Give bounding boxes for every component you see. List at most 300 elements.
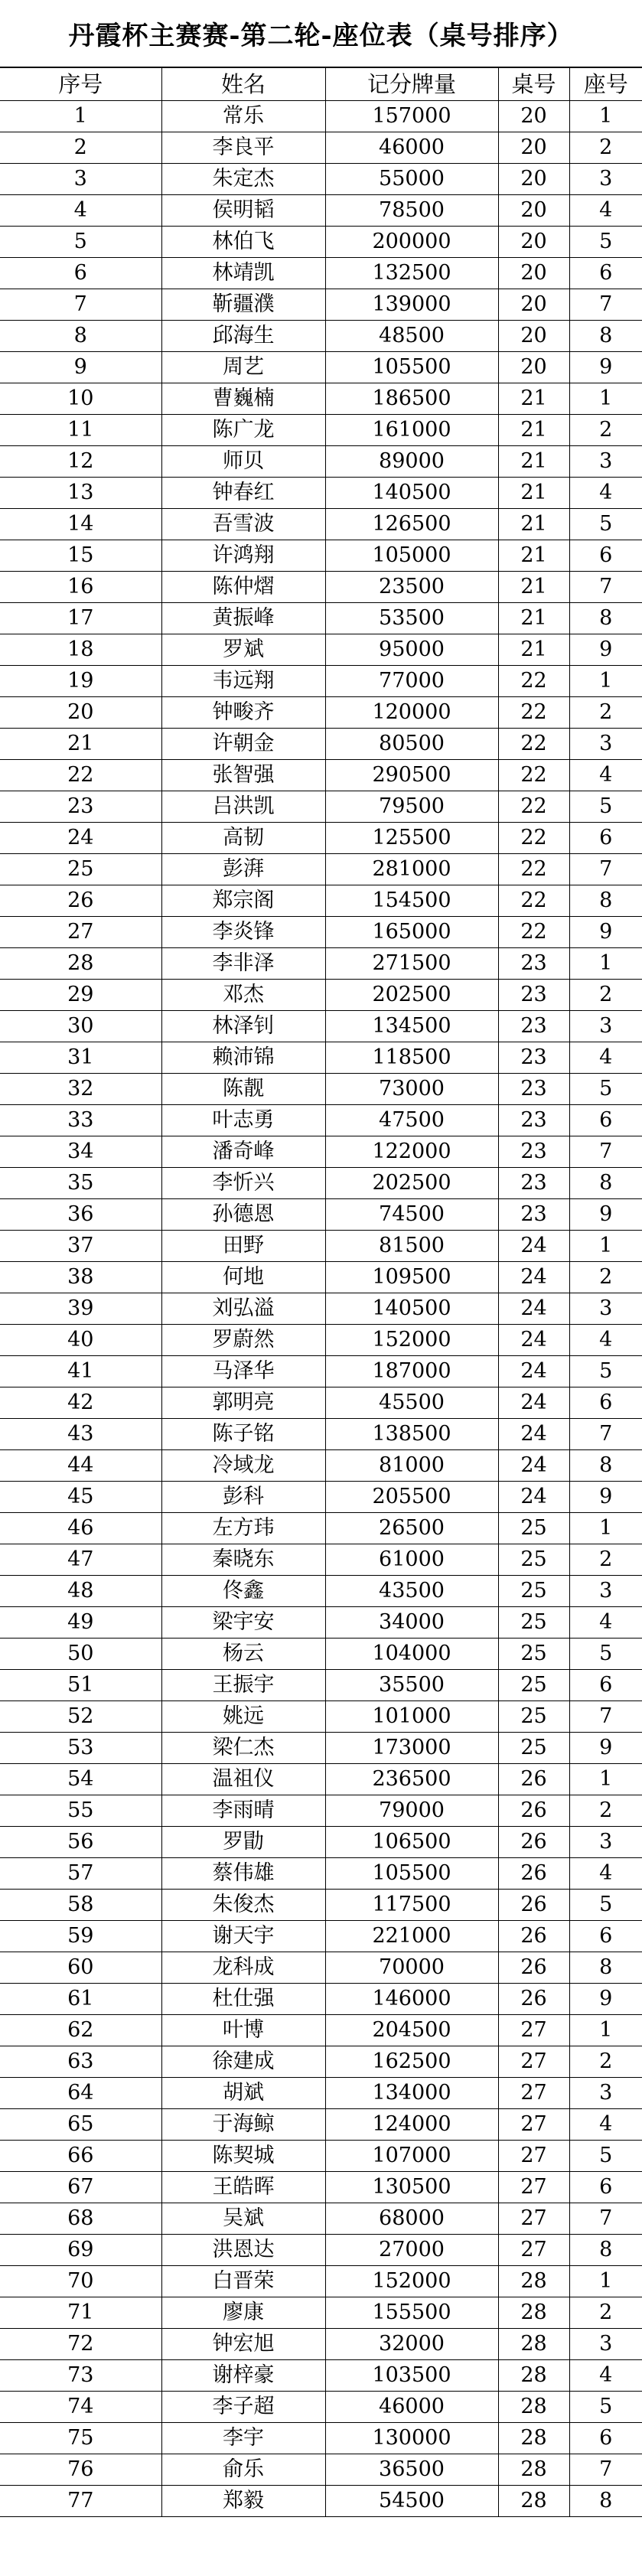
cell-name: 罗勖 xyxy=(161,1827,325,1858)
cell-name: 梁宇安 xyxy=(161,1607,325,1639)
cell-table-no: 24 xyxy=(498,1356,569,1387)
cell-seat-no: 6 xyxy=(569,2423,642,2454)
cell-table-no: 23 xyxy=(498,980,569,1011)
table-body xyxy=(0,101,642,2517)
cell-index: 18 xyxy=(0,634,161,666)
cell-seat-no: 3 xyxy=(569,2329,642,2360)
cell-index: 52 xyxy=(0,1701,161,1733)
cell-index: 40 xyxy=(0,1325,161,1356)
table-row xyxy=(0,760,642,791)
cell-index: 21 xyxy=(0,729,161,760)
table-row xyxy=(0,258,642,289)
cell-name: 何地 xyxy=(161,1262,325,1293)
cell-seat-no: 2 xyxy=(569,415,642,446)
cell-name: 秦晓东 xyxy=(161,1544,325,1576)
cell-index: 59 xyxy=(0,1921,161,1952)
table-row xyxy=(0,823,642,854)
cell-chips: 45500 xyxy=(325,1387,498,1419)
cell-seat-no: 1 xyxy=(569,1513,642,1544)
cell-table-no: 25 xyxy=(498,1544,569,1576)
cell-name: 吾雪波 xyxy=(161,509,325,540)
cell-name: 李忻兴 xyxy=(161,1168,325,1199)
table-row xyxy=(0,1952,642,1984)
cell-index: 22 xyxy=(0,760,161,791)
cell-chips: 81500 xyxy=(325,1231,498,1262)
table-row xyxy=(0,1921,642,1952)
table-row xyxy=(0,1513,642,1544)
cell-index: 50 xyxy=(0,1639,161,1670)
table-row xyxy=(0,603,642,634)
cell-seat-no: 4 xyxy=(569,1858,642,1890)
cell-table-no: 25 xyxy=(498,1513,569,1544)
cell-chips: 140500 xyxy=(325,478,498,509)
table-row xyxy=(0,289,642,321)
cell-name: 陈广龙 xyxy=(161,415,325,446)
cell-seat-no: 7 xyxy=(569,1136,642,1168)
table-row xyxy=(0,1419,642,1450)
cell-table-no: 26 xyxy=(498,1795,569,1827)
cell-chips: 104000 xyxy=(325,1639,498,1670)
cell-name: 林泽钊 xyxy=(161,1011,325,1042)
table-row xyxy=(0,101,642,132)
cell-index: 72 xyxy=(0,2329,161,2360)
cell-index: 28 xyxy=(0,948,161,980)
cell-seat-no: 8 xyxy=(569,1168,642,1199)
cell-name: 李非泽 xyxy=(161,948,325,980)
cell-chips: 103500 xyxy=(325,2360,498,2392)
cell-name: 龙科成 xyxy=(161,1952,325,1984)
cell-index: 37 xyxy=(0,1231,161,1262)
cell-table-no: 24 xyxy=(498,1450,569,1482)
table-row xyxy=(0,2486,642,2517)
cell-seat-no: 3 xyxy=(569,2078,642,2109)
cell-chips: 161000 xyxy=(325,415,498,446)
cell-index: 41 xyxy=(0,1356,161,1387)
cell-name: 刘弘溢 xyxy=(161,1293,325,1325)
cell-table-no: 26 xyxy=(498,1921,569,1952)
table-row xyxy=(0,2297,642,2329)
cell-table-no: 20 xyxy=(498,132,569,164)
cell-seat-no: 3 xyxy=(569,1827,642,1858)
cell-index: 46 xyxy=(0,1513,161,1544)
cell-chips: 157000 xyxy=(325,101,498,132)
cell-index: 66 xyxy=(0,2141,161,2172)
cell-name: 钟春红 xyxy=(161,478,325,509)
cell-chips: 204500 xyxy=(325,2015,498,2046)
cell-chips: 106500 xyxy=(325,1827,498,1858)
table-row xyxy=(0,2172,642,2203)
cell-seat-no: 9 xyxy=(569,1199,642,1231)
header-seat-no: 座号 xyxy=(569,68,642,101)
cell-index: 13 xyxy=(0,478,161,509)
cell-name: 侯明韬 xyxy=(161,195,325,227)
cell-seat-no: 8 xyxy=(569,1952,642,1984)
cell-chips: 120000 xyxy=(325,697,498,729)
cell-table-no: 20 xyxy=(498,352,569,383)
cell-chips: 101000 xyxy=(325,1701,498,1733)
cell-index: 5 xyxy=(0,227,161,258)
cell-index: 71 xyxy=(0,2297,161,2329)
cell-chips: 81000 xyxy=(325,1450,498,1482)
cell-seat-no: 4 xyxy=(569,1042,642,1074)
table-row xyxy=(0,2423,642,2454)
cell-name: 温祖仪 xyxy=(161,1764,325,1795)
cell-seat-no: 3 xyxy=(569,1011,642,1042)
cell-chips: 186500 xyxy=(325,383,498,415)
cell-chips: 146000 xyxy=(325,1984,498,2015)
table-row xyxy=(0,1011,642,1042)
cell-name: 洪恩达 xyxy=(161,2235,325,2266)
cell-chips: 154500 xyxy=(325,885,498,917)
table-row xyxy=(0,1450,642,1482)
cell-index: 9 xyxy=(0,352,161,383)
cell-table-no: 25 xyxy=(498,1607,569,1639)
cell-chips: 140500 xyxy=(325,1293,498,1325)
cell-name: 吕洪凯 xyxy=(161,791,325,823)
cell-seat-no: 9 xyxy=(569,352,642,383)
cell-index: 2 xyxy=(0,132,161,164)
cell-table-no: 21 xyxy=(498,478,569,509)
cell-seat-no: 3 xyxy=(569,729,642,760)
cell-chips: 55000 xyxy=(325,164,498,195)
cell-seat-no: 2 xyxy=(569,1795,642,1827)
cell-table-no: 27 xyxy=(498,2015,569,2046)
cell-chips: 68000 xyxy=(325,2203,498,2235)
cell-chips: 290500 xyxy=(325,760,498,791)
cell-chips: 35500 xyxy=(325,1670,498,1701)
cell-name: 钟宏旭 xyxy=(161,2329,325,2360)
cell-seat-no: 3 xyxy=(569,164,642,195)
cell-chips: 95000 xyxy=(325,634,498,666)
cell-seat-no: 9 xyxy=(569,634,642,666)
cell-index: 70 xyxy=(0,2266,161,2297)
cell-chips: 46000 xyxy=(325,2392,498,2423)
cell-seat-no: 2 xyxy=(569,132,642,164)
cell-seat-no: 8 xyxy=(569,2486,642,2517)
page-title: 丹霞杯主赛赛-第二轮-座位表（桌号排序） xyxy=(0,0,642,67)
cell-name: 赖沛锦 xyxy=(161,1042,325,1074)
cell-index: 35 xyxy=(0,1168,161,1199)
cell-table-no: 24 xyxy=(498,1325,569,1356)
cell-name: 白晋荣 xyxy=(161,2266,325,2297)
cell-table-no: 21 xyxy=(498,446,569,478)
cell-seat-no: 1 xyxy=(569,948,642,980)
cell-seat-no: 8 xyxy=(569,603,642,634)
cell-seat-no: 3 xyxy=(569,446,642,478)
table-row xyxy=(0,2235,642,2266)
cell-chips: 271500 xyxy=(325,948,498,980)
cell-seat-no: 7 xyxy=(569,854,642,885)
cell-index: 1 xyxy=(0,101,161,132)
cell-table-no: 22 xyxy=(498,729,569,760)
cell-index: 11 xyxy=(0,415,161,446)
cell-table-no: 28 xyxy=(498,2329,569,2360)
cell-table-no: 23 xyxy=(498,1105,569,1136)
cell-table-no: 20 xyxy=(498,101,569,132)
table-row xyxy=(0,1827,642,1858)
table-row xyxy=(0,2109,642,2141)
table-row xyxy=(0,1639,642,1670)
cell-name: 靳疆濮 xyxy=(161,289,325,321)
cell-index: 62 xyxy=(0,2015,161,2046)
cell-index: 33 xyxy=(0,1105,161,1136)
cell-name: 许鸿翔 xyxy=(161,540,325,572)
cell-table-no: 28 xyxy=(498,2454,569,2486)
cell-chips: 23500 xyxy=(325,572,498,603)
table-row xyxy=(0,1544,642,1576)
cell-table-no: 25 xyxy=(498,1733,569,1764)
cell-name: 朱定杰 xyxy=(161,164,325,195)
cell-chips: 105000 xyxy=(325,540,498,572)
cell-table-no: 23 xyxy=(498,1042,569,1074)
cell-table-no: 25 xyxy=(498,1576,569,1607)
cell-index: 34 xyxy=(0,1136,161,1168)
cell-index: 8 xyxy=(0,321,161,352)
cell-table-no: 22 xyxy=(498,917,569,948)
cell-chips: 105500 xyxy=(325,1858,498,1890)
cell-name: 左方玮 xyxy=(161,1513,325,1544)
cell-chips: 126500 xyxy=(325,509,498,540)
cell-chips: 130500 xyxy=(325,2172,498,2203)
cell-table-no: 27 xyxy=(498,2235,569,2266)
table-row xyxy=(0,1701,642,1733)
cell-chips: 79000 xyxy=(325,1795,498,1827)
cell-index: 55 xyxy=(0,1795,161,1827)
cell-seat-no: 8 xyxy=(569,885,642,917)
cell-table-no: 21 xyxy=(498,540,569,572)
cell-name: 李炎锋 xyxy=(161,917,325,948)
cell-seat-no: 8 xyxy=(569,1450,642,1482)
cell-chips: 134000 xyxy=(325,2078,498,2109)
table-row xyxy=(0,1074,642,1105)
cell-name: 谢天宇 xyxy=(161,1921,325,1952)
cell-chips: 130000 xyxy=(325,2423,498,2454)
cell-name: 蔡伟雄 xyxy=(161,1858,325,1890)
cell-seat-no: 6 xyxy=(569,1387,642,1419)
table-row xyxy=(0,2360,642,2392)
cell-index: 30 xyxy=(0,1011,161,1042)
cell-name: 钟畯齐 xyxy=(161,697,325,729)
table-row xyxy=(0,885,642,917)
header-table-no: 桌号 xyxy=(498,68,569,101)
cell-chips: 48500 xyxy=(325,321,498,352)
cell-chips: 47500 xyxy=(325,1105,498,1136)
cell-name: 徐建成 xyxy=(161,2046,325,2078)
table-row xyxy=(0,195,642,227)
cell-chips: 109500 xyxy=(325,1262,498,1293)
cell-chips: 73000 xyxy=(325,1074,498,1105)
cell-chips: 61000 xyxy=(325,1544,498,1576)
cell-index: 36 xyxy=(0,1199,161,1231)
cell-table-no: 23 xyxy=(498,1199,569,1231)
cell-name: 郑宗阁 xyxy=(161,885,325,917)
table-row xyxy=(0,2141,642,2172)
cell-name: 韦远翔 xyxy=(161,666,325,697)
cell-name: 张智强 xyxy=(161,760,325,791)
cell-index: 31 xyxy=(0,1042,161,1074)
cell-name: 罗斌 xyxy=(161,634,325,666)
cell-name: 陈靓 xyxy=(161,1074,325,1105)
table-row xyxy=(0,980,642,1011)
table-row xyxy=(0,132,642,164)
cell-table-no: 25 xyxy=(498,1639,569,1670)
cell-index: 23 xyxy=(0,791,161,823)
cell-table-no: 27 xyxy=(498,2046,569,2078)
table-row xyxy=(0,1356,642,1387)
cell-index: 56 xyxy=(0,1827,161,1858)
cell-seat-no: 4 xyxy=(569,2360,642,2392)
cell-chips: 32000 xyxy=(325,2329,498,2360)
cell-index: 25 xyxy=(0,854,161,885)
cell-chips: 281000 xyxy=(325,854,498,885)
cell-seat-no: 1 xyxy=(569,1231,642,1262)
cell-seat-no: 2 xyxy=(569,697,642,729)
table-row xyxy=(0,478,642,509)
cell-table-no: 20 xyxy=(498,164,569,195)
cell-seat-no: 4 xyxy=(569,760,642,791)
cell-seat-no: 4 xyxy=(569,195,642,227)
cell-table-no: 20 xyxy=(498,195,569,227)
table-row xyxy=(0,1858,642,1890)
cell-table-no: 27 xyxy=(498,2141,569,2172)
cell-table-no: 21 xyxy=(498,509,569,540)
cell-name: 孙德恩 xyxy=(161,1199,325,1231)
cell-seat-no: 7 xyxy=(569,1419,642,1450)
table-row xyxy=(0,1670,642,1701)
table-row xyxy=(0,1199,642,1231)
cell-seat-no: 5 xyxy=(569,227,642,258)
cell-chips: 26500 xyxy=(325,1513,498,1544)
table-row xyxy=(0,383,642,415)
cell-chips: 205500 xyxy=(325,1482,498,1513)
cell-seat-no: 1 xyxy=(569,101,642,132)
cell-index: 32 xyxy=(0,1074,161,1105)
table-row xyxy=(0,2454,642,2486)
cell-name: 邱海生 xyxy=(161,321,325,352)
cell-name: 林靖凯 xyxy=(161,258,325,289)
cell-index: 77 xyxy=(0,2486,161,2517)
cell-table-no: 22 xyxy=(498,791,569,823)
cell-seat-no: 7 xyxy=(569,572,642,603)
cell-chips: 36500 xyxy=(325,2454,498,2486)
cell-chips: 77000 xyxy=(325,666,498,697)
table-row xyxy=(0,2078,642,2109)
cell-chips: 165000 xyxy=(325,917,498,948)
cell-table-no: 22 xyxy=(498,885,569,917)
cell-table-no: 25 xyxy=(498,1670,569,1701)
cell-seat-no: 5 xyxy=(569,2141,642,2172)
cell-chips: 134500 xyxy=(325,1011,498,1042)
cell-chips: 202500 xyxy=(325,980,498,1011)
cell-name: 胡斌 xyxy=(161,2078,325,2109)
cell-seat-no: 2 xyxy=(569,2046,642,2078)
table-row xyxy=(0,1890,642,1921)
table-row xyxy=(0,321,642,352)
cell-index: 54 xyxy=(0,1764,161,1795)
cell-table-no: 22 xyxy=(498,666,569,697)
table-row xyxy=(0,227,642,258)
cell-table-no: 28 xyxy=(498,2486,569,2517)
table-row xyxy=(0,729,642,760)
cell-seat-no: 5 xyxy=(569,791,642,823)
cell-seat-no: 7 xyxy=(569,2454,642,2486)
cell-name: 陈契城 xyxy=(161,2141,325,2172)
table-row xyxy=(0,1387,642,1419)
cell-name: 李子超 xyxy=(161,2392,325,2423)
cell-chips: 152000 xyxy=(325,1325,498,1356)
cell-name: 高韧 xyxy=(161,823,325,854)
cell-index: 14 xyxy=(0,509,161,540)
cell-seat-no: 2 xyxy=(569,2297,642,2329)
cell-name: 梁仁杰 xyxy=(161,1733,325,1764)
table-row xyxy=(0,1795,642,1827)
cell-chips: 200000 xyxy=(325,227,498,258)
cell-table-no: 23 xyxy=(498,948,569,980)
cell-table-no: 20 xyxy=(498,321,569,352)
cell-name: 田野 xyxy=(161,1231,325,1262)
cell-name: 罗蔚然 xyxy=(161,1325,325,1356)
cell-chips: 46000 xyxy=(325,132,498,164)
cell-chips: 155500 xyxy=(325,2297,498,2329)
cell-table-no: 28 xyxy=(498,2423,569,2454)
cell-index: 26 xyxy=(0,885,161,917)
cell-seat-no: 2 xyxy=(569,980,642,1011)
cell-chips: 27000 xyxy=(325,2235,498,2266)
cell-table-no: 26 xyxy=(498,1952,569,1984)
cell-seat-no: 7 xyxy=(569,289,642,321)
table-row xyxy=(0,1733,642,1764)
cell-table-no: 26 xyxy=(498,1827,569,1858)
cell-index: 29 xyxy=(0,980,161,1011)
cell-name: 俞乐 xyxy=(161,2454,325,2486)
table-row xyxy=(0,854,642,885)
table-row xyxy=(0,917,642,948)
cell-name: 于海鲸 xyxy=(161,2109,325,2141)
cell-index: 44 xyxy=(0,1450,161,1482)
cell-name: 王皓晖 xyxy=(161,2172,325,2203)
cell-seat-no: 6 xyxy=(569,540,642,572)
cell-chips: 105500 xyxy=(325,352,498,383)
cell-table-no: 21 xyxy=(498,603,569,634)
cell-chips: 139000 xyxy=(325,289,498,321)
cell-name: 谢梓豪 xyxy=(161,2360,325,2392)
cell-seat-no: 1 xyxy=(569,666,642,697)
cell-table-no: 20 xyxy=(498,258,569,289)
cell-seat-no: 9 xyxy=(569,917,642,948)
cell-index: 39 xyxy=(0,1293,161,1325)
cell-index: 69 xyxy=(0,2235,161,2266)
cell-table-no: 22 xyxy=(498,854,569,885)
table-row xyxy=(0,666,642,697)
table-row xyxy=(0,948,642,980)
cell-name: 佟鑫 xyxy=(161,1576,325,1607)
cell-seat-no: 1 xyxy=(569,2266,642,2297)
cell-index: 73 xyxy=(0,2360,161,2392)
cell-table-no: 25 xyxy=(498,1701,569,1733)
table-row xyxy=(0,1325,642,1356)
cell-index: 64 xyxy=(0,2078,161,2109)
cell-index: 67 xyxy=(0,2172,161,2203)
cell-name: 陈子铭 xyxy=(161,1419,325,1450)
cell-index: 61 xyxy=(0,1984,161,2015)
cell-index: 74 xyxy=(0,2392,161,2423)
table-row xyxy=(0,446,642,478)
cell-name: 潘奇峰 xyxy=(161,1136,325,1168)
table-row xyxy=(0,634,642,666)
cell-name: 郑毅 xyxy=(161,2486,325,2517)
cell-name: 叶博 xyxy=(161,2015,325,2046)
cell-seat-no: 6 xyxy=(569,1105,642,1136)
